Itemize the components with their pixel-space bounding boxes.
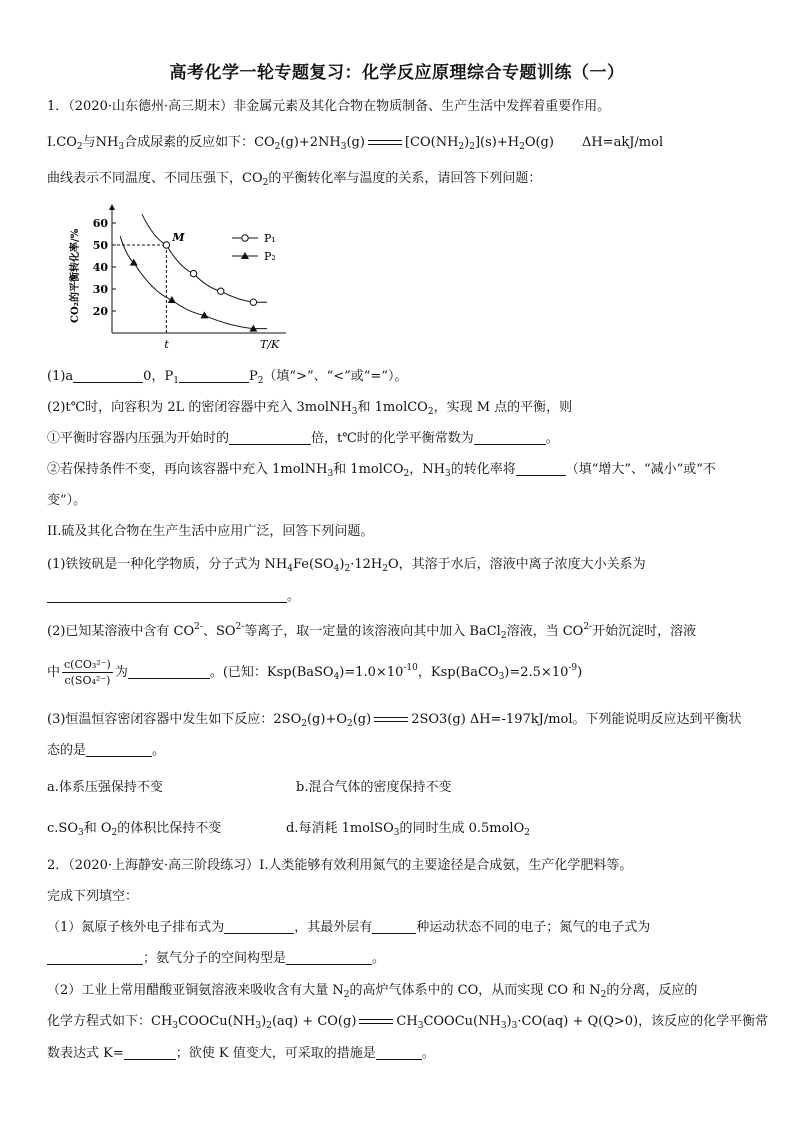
page-title: 高考化学一轮专题复习：化学反应原理综合专题训练（一） bbox=[169, 63, 625, 83]
q1-part2-sub1: (1)铁铵矾是一种化学物质，分子式为 $NH_4Fe(SO_4)_2\cdot 12H_2O$，其溶于水后，溶液中离子浓度大小关系为 bbox=[47, 557, 646, 574]
q1-sub2: (2)t℃时，向容积为 2L 的密闭容器中充入 3molNH$_3$和 1molCO$_2$，实现 M 点的平衡，则 bbox=[47, 400, 573, 417]
x-tick-label-t: t bbox=[164, 338, 169, 350]
y-axis-arrow-icon bbox=[109, 204, 115, 210]
y-tick-label: 30 bbox=[92, 283, 108, 296]
q2-fill-prompt: 完成下列填空： bbox=[47, 889, 139, 904]
answer-blank[interactable] bbox=[179, 368, 249, 383]
y-tick-label: 50 bbox=[92, 239, 108, 252]
answer-blank[interactable] bbox=[229, 430, 311, 445]
q1-part2-sub3: (3)恒温恒容密闭容器中发生如下反应：$2SO_2(g)+O_2(g)$ 2SO3(g) ΔH=-197kJ/mol。下列能说明反应达到平衡状 bbox=[47, 712, 742, 729]
q1-sub1: (1)a 0，$P_1$ $P_2$（填“>”、“<”或“=”）。 bbox=[47, 369, 408, 386]
y-tick-label: 20 bbox=[92, 305, 108, 318]
q2-sub1: （1）氮原子核外电子排布式为 ，其最外层有 种运动状态不同的电子；氮气的电子式为 bbox=[47, 920, 651, 935]
equilibrium-arrow-icon bbox=[368, 138, 402, 148]
q2-sub2: （2）工业上常用醋酸亚铜氨溶液来吸收含有大量 $N_2$的高炉气体系中的 CO，从而实现 CO 和 $N_2$的分离，反应的 bbox=[47, 983, 698, 1000]
legend-p1-label: P₁ bbox=[264, 232, 276, 245]
q2-sub2-equation: 化学方程式如下：$CH_3COOCu(NH_3)_2(aq) + CO(g)$ $CH_3COOCu(NH_3)_3\cdot CO(aq) + Q(Q>0)$，该反应的化学平衡常 bbox=[47, 1014, 769, 1031]
series-p1-point bbox=[163, 242, 169, 248]
q1-reaction-line: $I.CO_2$与$NH_3$合成尿素的反应如下：$CO_2(g)+2NH_3(g)$ $[CO(NH_2)_2](s)+H_2O(g)$ ΔH=akJ/mol bbox=[47, 135, 664, 152]
q2-sub2-cont: 数表达式 K= ；欲使 K 值变大，可采取的措施是 。 bbox=[47, 1046, 435, 1061]
series-p2-line bbox=[120, 236, 267, 328]
concentration-ratio: $\frac{\text{c(CO₃²⁻)}}{\text{c(SO₄²⁻)}}$ bbox=[64, 658, 111, 687]
point-label-m: M bbox=[172, 231, 185, 244]
q2-sub1-cont: ；氨气分子的空间构型是 。 bbox=[47, 950, 385, 968]
answer-blank[interactable] bbox=[372, 919, 416, 934]
answer-blank[interactable] bbox=[124, 1045, 176, 1060]
y-axis-label: CO₂的平衡转化率/% bbox=[70, 228, 81, 323]
equilibrium-arrow-icon bbox=[359, 1017, 393, 1027]
answer-blank[interactable] bbox=[474, 430, 546, 445]
q1-part2-sub3-cont: 态的是 。 bbox=[47, 743, 166, 758]
option-b[interactable]: b.混合气体的密度保持不变 bbox=[296, 780, 452, 795]
conversion-chart bbox=[64, 200, 294, 350]
answer-blank[interactable] bbox=[128, 664, 210, 679]
option-c[interactable]: $c.SO_3$和 $O_2$的体积比保持不变 bbox=[47, 821, 222, 838]
x-axis-label: T/K bbox=[260, 338, 280, 350]
answer-blank[interactable] bbox=[376, 1045, 422, 1060]
q2-intro: 2．（2020·上海静安·高三阶段练习）I.人类能够有效利用氮气的主要途径是合成氨，生产化学肥料等。 bbox=[47, 858, 633, 873]
series-p1-point bbox=[218, 288, 224, 294]
answer-blank[interactable] bbox=[224, 919, 294, 934]
answer-blank[interactable] bbox=[516, 461, 566, 476]
answer-blank[interactable] bbox=[73, 368, 143, 383]
q1-part2-sub2: (2)已知某溶液中含有 $CO^{2-}$、$SO^{2-}$等离子，取一定量的该溶液向其中加入 BaCl$_2$溶液，当 $CO^{2-}$开始沉淀时，溶液 bbox=[47, 622, 697, 641]
q1-part2-sub2-ratio: 中 $\frac{\text{c(CO₃²⁻)}}{\text{c(SO₄²⁻)}}$ 为 。(已知：$Ksp(BaSO_4)=1.0\times 10^{-10}$，$Ksp(BaCO_3)=2.5\times 10^{-9}$) bbox=[47, 658, 583, 687]
series-p1-point bbox=[250, 299, 256, 305]
q1-sub2-2-cont: 变”）。 bbox=[47, 493, 87, 508]
answer-blank[interactable] bbox=[86, 742, 152, 757]
answer-blank[interactable] bbox=[47, 950, 143, 965]
series-p2-point bbox=[168, 296, 176, 303]
q1-sub2-1: ①平衡时容器内压强为开始时的 倍，t℃时的化学平衡常数为 。 bbox=[47, 431, 559, 446]
legend-p1-marker bbox=[242, 235, 248, 241]
option-a[interactable]: a.体系压强保持不变 bbox=[47, 780, 163, 795]
legend-p2-label: P₂ bbox=[264, 250, 276, 263]
option-d[interactable]: d.每消耗 1molSO$_3$的同时生成 0.5molO$_2$ bbox=[286, 821, 530, 838]
q1-intro: 1．（2020·山东德州·高三期末）非金属元素及其化合物在物质制备、生产生活中发挥着重要作用。 bbox=[47, 99, 611, 114]
answer-blank[interactable] bbox=[47, 588, 287, 603]
q1-sub2-2: ②若保持条件不变，再向该容器中充入 1molNH$_3$和 1molCO$_2$，$NH_3$的转化率将 （填“增大”、“减小”或“不 bbox=[47, 462, 716, 479]
y-tick-label: 60 bbox=[92, 217, 108, 230]
q1-part2-sub1-answer: 。 bbox=[47, 588, 300, 606]
answer-blank[interactable] bbox=[286, 950, 372, 965]
q1-part2-heading: II.硫及其化合物在生产生活中应用广泛，回答下列问题。 bbox=[47, 524, 374, 539]
equilibrium-arrow-icon bbox=[374, 715, 408, 725]
series-p1-point bbox=[190, 270, 196, 276]
q1-curve-desc: 曲线表示不同温度、不同压强下，$CO_2$的平衡转化率与温度的关系，请回答下列问题： bbox=[47, 171, 542, 188]
y-tick-label: 40 bbox=[92, 261, 108, 274]
